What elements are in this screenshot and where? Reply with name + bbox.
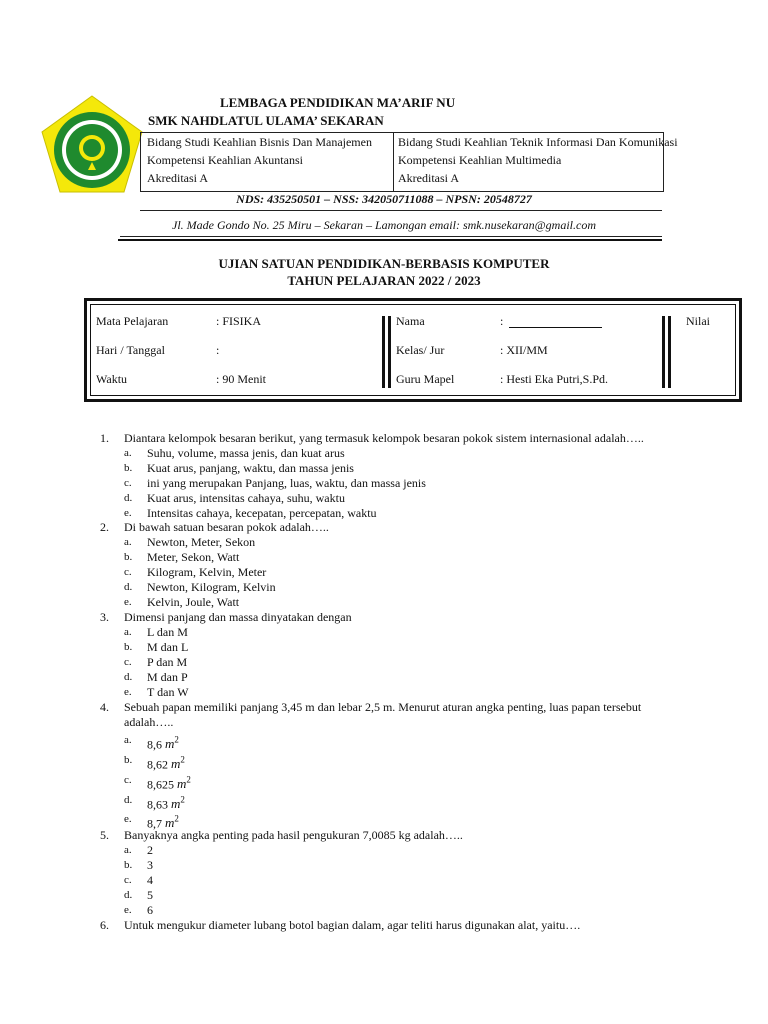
- option-text: Kuat arus, panjang, waktu, dan massa jenis: [147, 461, 354, 475]
- question-number: 1.: [100, 431, 109, 445]
- divider: [662, 316, 665, 388]
- option-letter: c.: [124, 874, 132, 886]
- option-letter: c.: [124, 477, 132, 489]
- subject-label: Mata Pelajaran: [96, 314, 169, 328]
- option-text: T dan W: [147, 685, 189, 699]
- department-table: [140, 132, 678, 192]
- question-text: Di bawah satuan besaran pokok adalah…..: [124, 520, 329, 534]
- question-text: Untuk mengukur diameter lubang botol bagian dalam, agar teliti harus digunakan alat, yaitu….: [124, 918, 581, 932]
- option-letter: c.: [124, 656, 132, 668]
- exam-year: TAHUN PELAJARAN 2022 / 2023: [287, 273, 481, 288]
- date-value: :: [216, 343, 220, 357]
- option-text: M dan L: [147, 640, 189, 654]
- option-letter: d.: [124, 794, 133, 806]
- option-text: Kelvin, Joule, Watt: [147, 595, 240, 609]
- name-field[interactable]: [509, 327, 602, 328]
- school-logo: [38, 94, 146, 196]
- question-text-continued: adalah…..: [124, 715, 174, 729]
- option-letter: c.: [124, 566, 132, 578]
- divider: [118, 239, 662, 241]
- option-letter: e.: [124, 596, 132, 608]
- school-ids: NDS: 435250501 – NSS: 342050711088 – NPSN: 20548727: [236, 192, 532, 206]
- right-dept-line-2: Kompetensi Keahlian Multimedia: [398, 153, 562, 167]
- teacher-value: : Hesti Eka Putri,S.Pd.: [500, 372, 609, 386]
- option-letter: b.: [124, 754, 133, 766]
- divider: [120, 236, 662, 237]
- option-letter: a.: [124, 536, 132, 548]
- option-letter: a.: [124, 734, 132, 746]
- school-name: SMK NAHDLATUL ULAMA’ SEKARAN: [148, 113, 384, 128]
- time-label: Waktu: [96, 372, 128, 386]
- option-text: Intensitas cahaya, kecepatan, percepatan, waktu: [147, 506, 377, 520]
- institution-name: LEMBAGA PENDIDIKAN MA’ARIF NU: [220, 95, 456, 110]
- right-dept-line-3: Akreditasi A: [398, 171, 459, 185]
- left-dept-line-3: Akreditasi A: [147, 171, 208, 185]
- option-letter: b.: [124, 641, 133, 653]
- left-dept-line-1: Bidang Studi Keahlian Bisnis Dan Manajemen: [147, 135, 372, 149]
- subject-value: : FISIKA: [216, 314, 262, 328]
- divider: [388, 316, 391, 388]
- option-text: 5: [147, 888, 153, 902]
- option-letter: d.: [124, 492, 133, 504]
- option-text: Suhu, volume, massa jenis, dan kuat arus: [147, 446, 345, 460]
- option-letter: e.: [124, 686, 132, 698]
- option-text: Newton, Kilogram, Kelvin: [147, 580, 276, 594]
- option-text: 3: [147, 858, 153, 872]
- option-text: 8,625 $m^2$: [147, 775, 191, 792]
- option-text: 6: [147, 903, 153, 917]
- option-text: P dan M: [147, 655, 188, 669]
- question-text: Dimensi panjang dan massa dinyatakan dengan: [124, 610, 352, 624]
- option-text: 2: [147, 843, 153, 857]
- question-text: Diantara kelompok besaran berikut, yang termasuk kelompok besaran pokok sistem internasional adalah…..: [124, 431, 644, 445]
- option-text: Meter, Sekon, Watt: [147, 550, 240, 564]
- class-label: Kelas/ Jur: [396, 343, 445, 357]
- divider: [140, 210, 662, 211]
- right-dept-line-1: Bidang Studi Keahlian Teknik Informasi Dan Komunikasi: [398, 135, 678, 149]
- option-text: L dan M: [147, 625, 188, 639]
- option-text: Kilogram, Kelvin, Meter: [147, 565, 267, 579]
- divider: [382, 316, 385, 388]
- option-letter: b.: [124, 859, 133, 871]
- option-text: M dan P: [147, 670, 188, 684]
- option-text: 8,7 $m^2$: [147, 814, 179, 831]
- option-letter: e.: [124, 813, 132, 825]
- school-address: Jl. Made Gondo No. 25 Miru – Sekaran – Lamongan email: smk.nusekaran@gmail.com: [172, 218, 596, 232]
- name-value: :: [500, 314, 504, 328]
- option-text: 4: [147, 873, 153, 887]
- option-letter: a.: [124, 844, 132, 856]
- option-text: Newton, Meter, Sekon: [147, 535, 256, 549]
- time-value: : 90 Menit: [216, 372, 266, 386]
- question-number: 2.: [100, 520, 109, 534]
- question-number: 3.: [100, 610, 109, 624]
- question-text: Sebuah papan memiliki panjang 3,45 m dan lebar 2,5 m. Menurut aturan angka penting, luas papan tersebut: [124, 700, 642, 714]
- option-letter: e.: [124, 507, 132, 519]
- option-letter: b.: [124, 462, 133, 474]
- question-number: 4.: [100, 700, 109, 714]
- question-number: 6.: [100, 918, 109, 932]
- option-text: 8,6 $m^2$: [147, 735, 179, 752]
- name-label: Nama: [396, 314, 425, 328]
- option-letter: a.: [124, 447, 132, 459]
- option-letter: d.: [124, 581, 133, 593]
- option-text: 8,62 $m^2$: [147, 755, 185, 772]
- option-text: 8,63 $m^2$: [147, 795, 185, 812]
- option-letter: a.: [124, 626, 132, 638]
- question-text: Banyaknya angka penting pada hasil pengukuran 7,0085 kg adalah…..: [124, 828, 463, 842]
- option-letter: d.: [124, 889, 133, 901]
- option-letter: d.: [124, 671, 133, 683]
- left-dept-line-2: Kompetensi Keahlian Akuntansi: [147, 153, 303, 167]
- question-number: 5.: [100, 828, 109, 842]
- class-value: : XII/MM: [500, 343, 548, 357]
- exam-title: UJIAN SATUAN PENDIDIKAN-BERBASIS KOMPUTER: [218, 256, 550, 271]
- option-text: Kuat arus, intensitas cahaya, suhu, waktu: [147, 491, 345, 505]
- option-letter: b.: [124, 551, 133, 563]
- option-letter: e.: [124, 904, 132, 916]
- date-label: Hari / Tanggal: [96, 343, 165, 357]
- teacher-label: Guru Mapel: [396, 372, 455, 386]
- divider: [668, 316, 671, 388]
- option-text: ini yang merupakan Panjang, luas, waktu, dan massa jenis: [147, 476, 426, 490]
- score-label: Nilai: [686, 314, 710, 328]
- option-letter: c.: [124, 774, 132, 786]
